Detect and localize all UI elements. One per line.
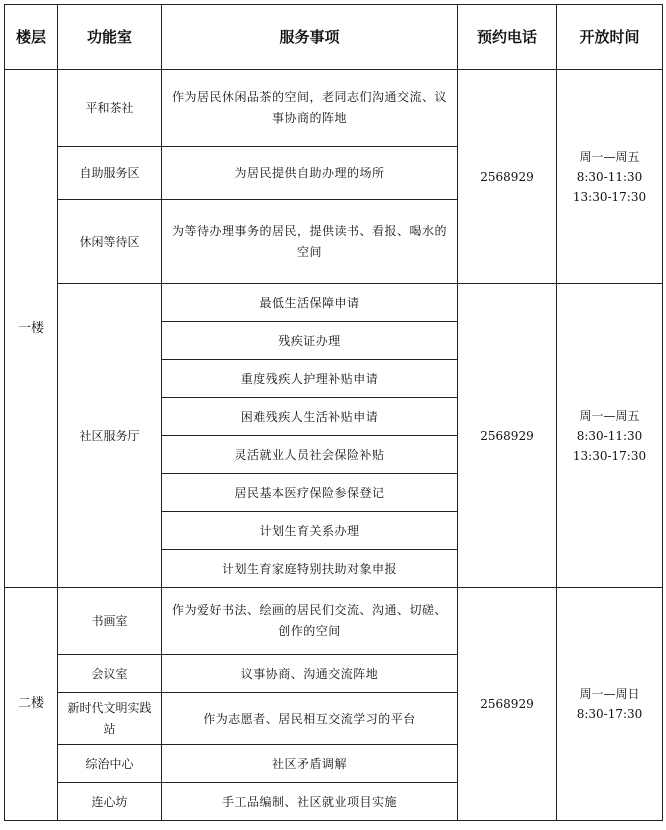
room-name: 会议室	[58, 655, 162, 693]
room-name: 平和茶社	[58, 70, 162, 147]
hours-days: 周一—周五	[579, 149, 640, 164]
hours-pm: 13:30-17:30	[572, 448, 647, 463]
hours-days: 周一—周五	[579, 408, 640, 423]
room-name: 休闲等待区	[58, 200, 162, 284]
header-phone: 预约电话	[458, 5, 557, 70]
service-table	[4, 4, 663, 821]
room-name: 自助服务区	[58, 147, 162, 200]
hours-cell	[557, 70, 663, 284]
floor-cell-2: 二楼	[5, 588, 58, 821]
hours-cell	[557, 588, 663, 821]
hours-cell	[557, 284, 663, 588]
service-text: 为等待办理事务的居民，提供读书、看报、喝水的空间	[162, 200, 458, 284]
service-text: 困难残疾人生活补贴申请	[162, 398, 458, 436]
service-text: 重度残疾人护理补贴申请	[162, 360, 458, 398]
service-text: 社区矛盾调解	[162, 745, 458, 783]
service-text: 灵活就业人员社会保险补贴	[162, 436, 458, 474]
service-text: 居民基本医疗保险参保登记	[162, 474, 458, 512]
service-text: 残疾证办理	[162, 322, 458, 360]
service-text: 为居民提供自助办理的场所	[162, 147, 458, 200]
floor-cell-1: 一楼	[5, 70, 58, 588]
hours-pm: 13:30-17:30	[572, 189, 647, 204]
service-text: 议事协商、沟通交流阵地	[162, 655, 458, 693]
table-row	[5, 70, 663, 147]
phone-cell: 2568929	[458, 284, 557, 588]
service-text: 计划生育家庭特别扶助对象申报	[162, 550, 458, 588]
phone-cell: 2568929	[458, 588, 557, 821]
service-text: 最低生活保障申请	[162, 284, 458, 322]
service-text: 作为志愿者、居民相互交流学习的平台	[162, 693, 458, 745]
header-row	[5, 5, 663, 70]
table-row	[5, 588, 663, 655]
service-text: 计划生育关系办理	[162, 512, 458, 550]
room-name: 综治中心	[58, 745, 162, 783]
room-name: 书画室	[58, 588, 162, 655]
room-name: 社区服务厅	[58, 284, 162, 588]
service-text: 作为居民休闲品茶的空间，老同志们沟通交流、议事协商的阵地	[162, 70, 458, 147]
table-row	[5, 284, 663, 322]
service-text: 手工品编制、社区就业项目实施	[162, 783, 458, 821]
hours-days: 周一—周日	[579, 687, 640, 701]
header-hours: 开放时间	[557, 5, 663, 70]
hours-time: 8:30-17:30	[576, 707, 643, 721]
room-name: 连心坊	[58, 783, 162, 821]
hours-am: 8:30-11:30	[576, 428, 643, 443]
service-text: 作为爱好书法、绘画的居民们交流、沟通、切磋、创作的空间	[162, 588, 458, 655]
header-services: 服务事项	[162, 5, 458, 70]
hours-am: 8:30-11:30	[576, 169, 643, 184]
header-floor: 楼层	[5, 5, 58, 70]
phone-cell: 2568929	[458, 70, 557, 284]
header-room: 功能室	[58, 5, 162, 70]
room-name: 新时代文明实践站	[58, 693, 162, 745]
